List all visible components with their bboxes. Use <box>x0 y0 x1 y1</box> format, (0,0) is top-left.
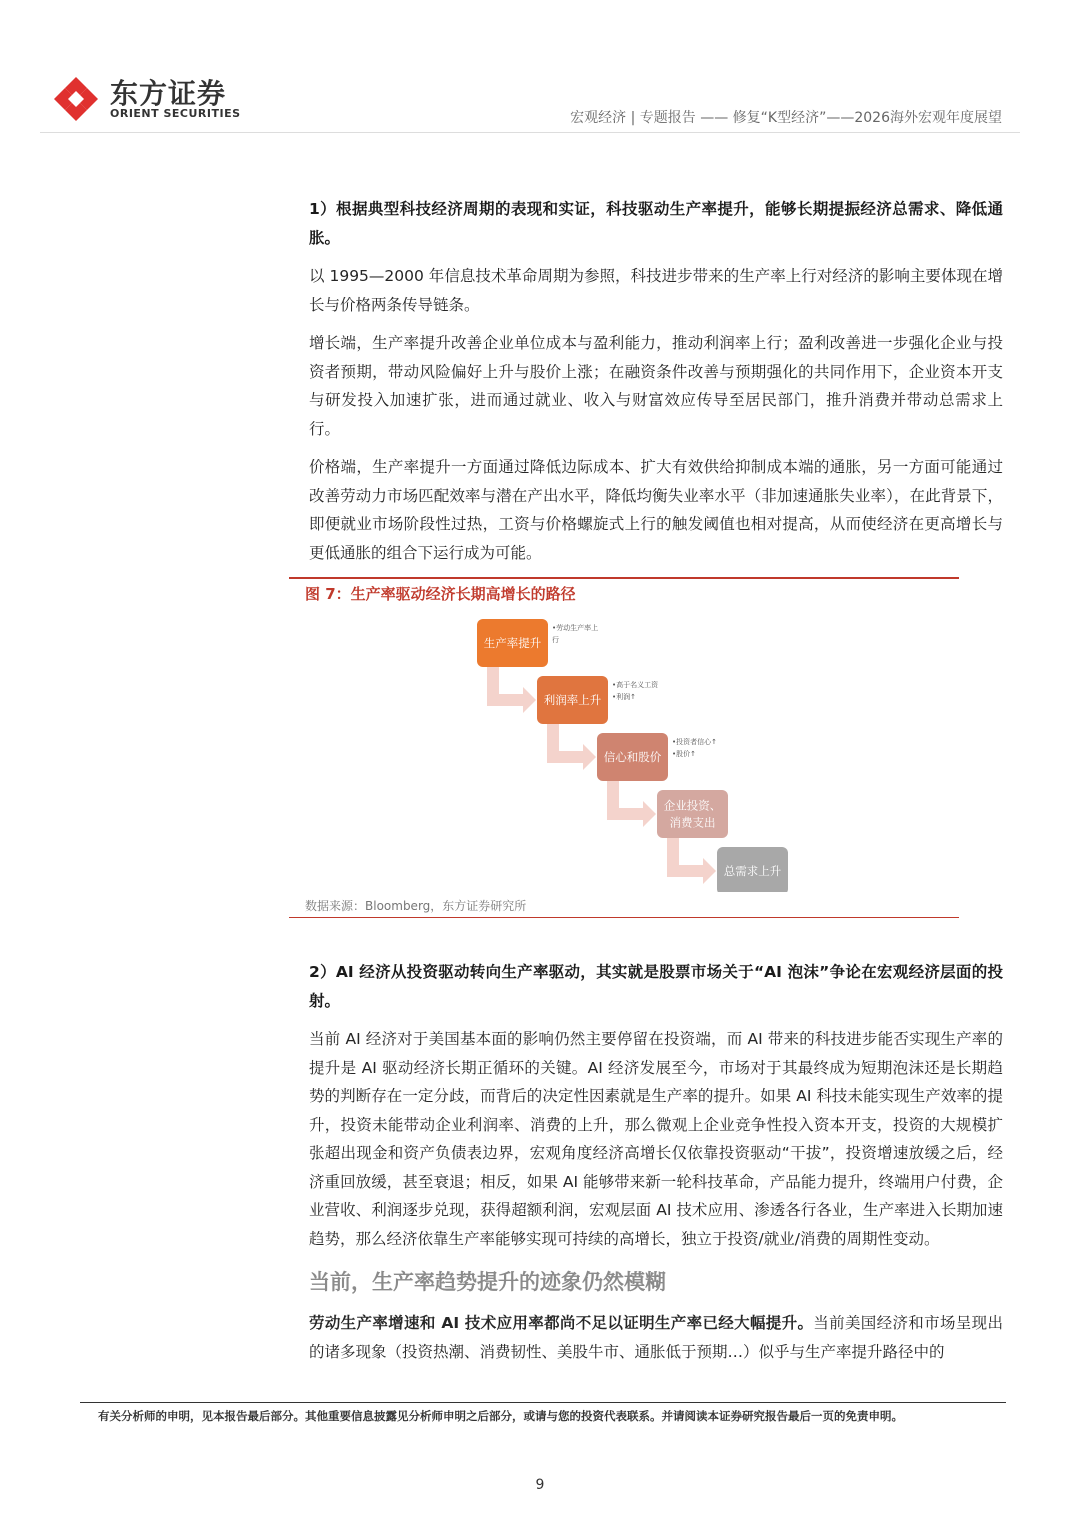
flow-connector-arrow <box>607 781 656 827</box>
paragraph-6: 当前 AI 经济对于美国基本面的影响仍然主要停留在投资端，而 AI 带来的科技进步能否实现生产率的提升是 AI 驱动经济长期正循环的关键。AI 经济发展至今，市场对于其最终成为短期泡沫还是长期趋势的判断存在一定分歧，而背后的决定性因素就是生产率的提升。如果 AI 科技未能实现生产效率的提升，投资未能带动企业利润率、消费的上升，那么微观上企业竞争性投入资本开支，投资的大规模扩张超出现金和资产负债表边界，宏观角度经济高增长仅依靠投资驱动“干拔”，投资增速放缓之后，经济重回放缓，甚至衰退；相反，如果 AI 能够带来新一轮科技革命，产品能力提升，终端用户付费，企业营收、利润逐步兑现，获得超额利润，宏观层面 AI 技术应用、渗透各行各业，生产率进入长期加速趋势，那么经济依靠生产率能够实现可持续的高增长，独立于投资/就业/消费的周期性变动。 <box>309 1030 1003 1248</box>
flow-step-label: 总需求上升 <box>723 864 782 878</box>
productivity-flow-diagram <box>289 607 959 892</box>
flow-step-label: 利润率上升 <box>543 693 602 707</box>
flow-step-note: •投资者信心↑ <box>672 738 717 746</box>
paragraph-3: 增长端，生产率提升改善企业单位成本与盈利能力，推动利润率上行；盈利改善进一步强化企业与投资者预期，带动风险偏好上升与股价上涨；在融资条件改善与预期强化的共同作用下，企业资本开支与研发投入加速扩张，进而通过就业、收入与财富效应传导至居民部门，推升消费并带动总需求上行。 <box>309 334 1003 438</box>
page-header <box>0 0 1080 132</box>
disclaimer-rule <box>80 1402 1006 1403</box>
paragraph-7 <box>309 1309 1003 1366</box>
flow-connector-arrow <box>487 667 536 713</box>
header-divider <box>40 132 1020 133</box>
flow-step-note: •高于名义工资 <box>612 681 659 689</box>
disclaimer-text: 有关分析师的申明，见本报告最后部分。其他重要信息披露见分析师申明之后部分，或请与您的投资代表联系。并请阅读本证券研究报告最后一页的免责申明。 <box>98 1409 903 1423</box>
paragraph-7-rest: 当前美国经济和市场呈现出的诸多现象（投资热潮、消费韧性、美股牛市、通胀低于预期…）似乎与生产率提升路径中的 <box>309 1314 1003 1361</box>
figure-7 <box>289 577 999 922</box>
orient-securities-logo-icon <box>52 75 100 123</box>
figure-source: 数据来源：Bloomberg，东方证券研究所 <box>305 899 527 913</box>
paragraph-2: 以 1995—2000 年信息技术革命周期为参照，科技进步带来的生产率上行对经济的影响主要体现在增长与价格两条传导链条。 <box>309 267 1003 314</box>
figure-bottom-rule <box>289 917 959 918</box>
page-number: 9 <box>535 1477 545 1493</box>
flow-step-note: •股价↑ <box>672 750 696 758</box>
section-heading: 当前，生产率趋势提升的迹象仍然模糊 <box>309 1270 666 1294</box>
paragraph-4: 价格端，生产率提升一方面通过降低边际成本、扩大有效供给抑制成本端的通胀，另一方面可能通过改善劳动力市场匹配效率与潜在产出水平，降低均衡失业率水平（非加速通胀失业率），在此背景下，即便就业市场阶段性过热，工资与价格螺旋式上行的触发阈值也相对提高，从而使经济在更高增长与更低通胀的组合下运行成为可能。 <box>309 458 1003 562</box>
paragraph-1: 1）根据典型科技经济周期的表现和实证，科技驱动生产率提升，能够长期提振经济总需求、降低通胀。 <box>309 200 1003 247</box>
figure-top-rule <box>289 577 959 579</box>
flow-step-box <box>657 790 728 838</box>
flow-step-label: 消费支出 <box>669 815 716 830</box>
flow-connector-arrow <box>667 838 716 884</box>
report-title: 宏观经济 | 专题报告 —— 修复“K型经济”——2026海外宏观年度展望 <box>570 110 1002 126</box>
logo-chinese-text: 东方证券 <box>110 77 227 110</box>
flow-step-note: •利润↑ <box>612 693 636 701</box>
logo-english-text: ORIENT SECURITIES <box>110 107 241 120</box>
flow-step-label: 生产率提升 <box>483 636 542 650</box>
paragraph-5: 2）AI 经济从投资驱动转向生产率驱动，其实就是股票市场关于“AI 泡沫”争论在宏观经济层面的投射。 <box>309 963 1003 1010</box>
figure-title: 图 7：生产率驱动经济长期高增长的路径 <box>305 585 576 603</box>
paragraph-7-lead: 劳动生产率增速和 AI 技术应用率都尚不足以证明生产率已经大幅提升。 <box>309 1314 814 1332</box>
main-content <box>305 195 1003 1376</box>
flow-connector-arrow <box>547 724 596 770</box>
flow-step-note: 行 <box>552 636 559 644</box>
flow-step-label: 信心和股价 <box>603 750 662 764</box>
flow-step-label: 企业投资、 <box>663 798 722 813</box>
flow-step-note: •劳动生产率上 <box>552 624 599 632</box>
